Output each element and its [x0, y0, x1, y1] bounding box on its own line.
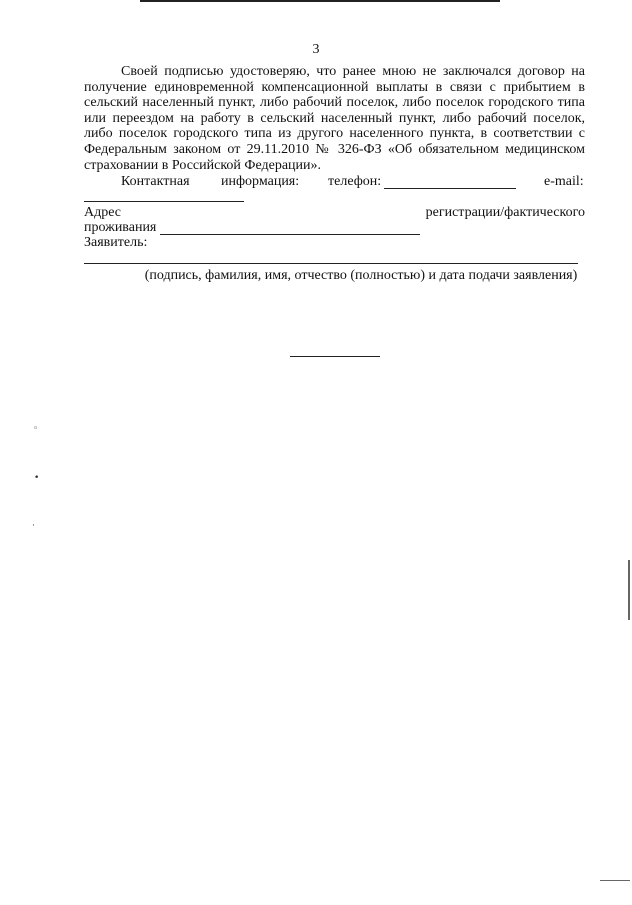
scan-edge-mark: [628, 560, 630, 620]
contact-info-line: [84, 174, 585, 190]
address-type-label: регистрации/фактического: [425, 205, 585, 220]
declaration-paragraph: Своей подписью удостоверяю, что ранее мною не заключался договор на получение единовременной компенсационной выплаты в связи с прибытием в сельский населенный пункт, либо рабочий поселок, либо поселок городского типа или переездом на работу в сельский населенный пункт, либо рабочий поселок, либо поселок городского типа из другого населенного пункта, в соответствии с Федеральным законом от 29.11.2010 № 326-ФЗ «Об обязательном медицинском страховании в Российской Федерации».: [84, 64, 585, 173]
phone-label: телефон:: [328, 174, 382, 189]
document-end-line: [290, 356, 380, 357]
page-number: 3: [312, 42, 320, 57]
address-label: Адрес: [84, 205, 122, 220]
scan-speck-mark: •: [34, 473, 40, 483]
applicant-line: [84, 235, 585, 251]
scan-speck-mark: ·: [32, 521, 35, 531]
signature-caption: (подпись, фамилия, имя, отчество (полностью) и дата подачи заявления): [144, 268, 578, 283]
contact-label: Контактная: [121, 174, 190, 189]
scan-speck-mark: ◦: [33, 424, 39, 434]
scan-top-edge-line: [140, 0, 500, 2]
scan-edge-mark: [600, 880, 630, 881]
residence-line: [84, 220, 585, 236]
address-line: [84, 205, 585, 221]
email-field[interactable]: [84, 201, 244, 202]
signature-field[interactable]: [84, 263, 578, 264]
email-label: e-mail:: [544, 174, 584, 189]
applicant-label: Заявитель:: [84, 235, 148, 250]
phone-field[interactable]: [384, 188, 516, 189]
contact-info-label: информация:: [221, 174, 300, 189]
residence-label: проживания: [84, 220, 157, 235]
